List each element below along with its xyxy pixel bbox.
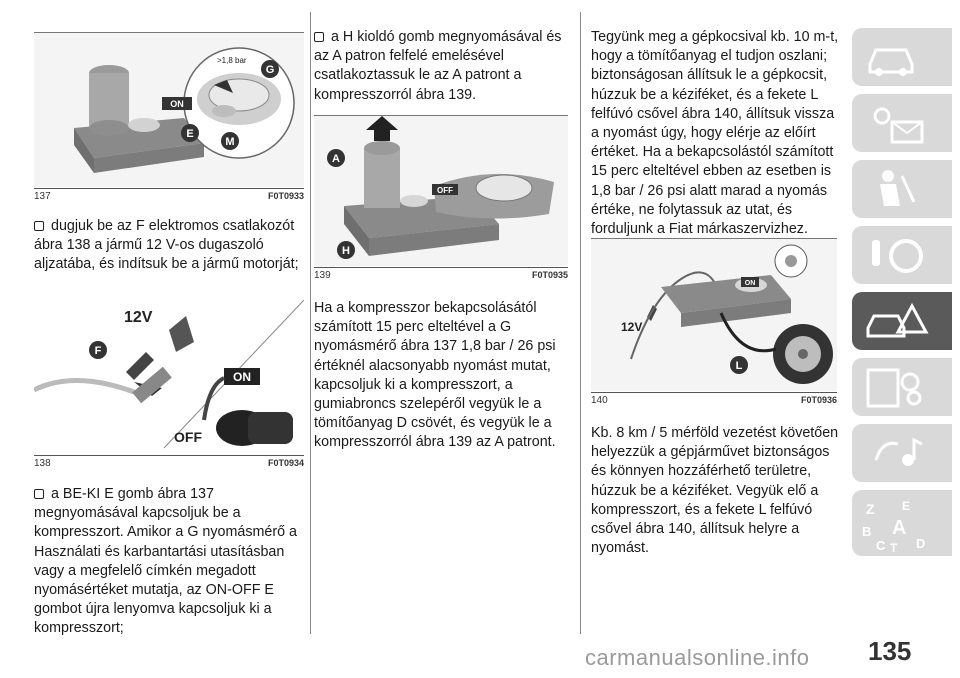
paragraph-1: dugjuk be az F elektromos csatlakozót ábra 138 a jármű 12 V-os dugaszoló aljzatába, és indítsuk be a jármű motorját; (34, 218, 299, 273)
multimedia-icon (862, 430, 932, 476)
figure-137-caption (34, 188, 304, 205)
tab-dashboard[interactable] (852, 28, 952, 86)
label-12v-140: 12V (621, 320, 643, 334)
figure-139-caption (314, 267, 568, 284)
maintenance-icon (862, 364, 932, 410)
label-off-139: OFF (437, 186, 453, 195)
label-e-137: E (186, 128, 194, 140)
tab-safety[interactable] (852, 160, 952, 218)
figure-138 (34, 300, 304, 469)
compressor-illustration (34, 33, 304, 187)
tab-index[interactable] (852, 490, 952, 556)
label-g-137: G (265, 64, 275, 76)
label-pressure-137: >1,8 bar (217, 56, 247, 65)
label-l-140: L (735, 360, 743, 372)
index-letter: A (892, 517, 907, 539)
index-letter: D (916, 536, 926, 551)
figure-number: 140 (591, 395, 608, 406)
paragraph-4: Ha a kompresszor bekapcsolásától számított 15 perc elteltével a G nyomásmérő ábra 137 1,8 bar / 26 psi értéknél alacsonyabb nyomást mutat, kapcsoljuk ki a kompresszort, a gumiabroncs szelepéről vegyük le a tömítőanyag D csövét, és vegyük le a kompresszorról ábra 139 az A patront. (314, 300, 556, 451)
column-divider (580, 12, 581, 634)
tab-maintenance[interactable] (852, 358, 952, 416)
index-letter: Z (866, 501, 875, 517)
inflation-illustration (591, 239, 837, 391)
figure-139 (314, 115, 568, 281)
label-a-139: A (332, 153, 340, 165)
warning-lights-icon (862, 100, 932, 146)
checkbox-bullet-icon (314, 32, 324, 42)
figure-code: F0T0936 (800, 395, 837, 405)
emergency-icon (862, 298, 932, 344)
watermark: carmanualsonline.info (585, 645, 810, 670)
socket-plug-illustration (34, 300, 304, 454)
label-m-137: M (225, 136, 235, 148)
tab-starting-driving[interactable] (852, 226, 952, 284)
paragraph-5: Tegyünk meg a gépkocsival kb. 10 m-t, hogy a tömítőanyag el tudjon oszlani; biztonságosan állítsuk le a gépkocsit, húzzuk be a kéziféket, és a fekete L felfúvó csővel ábra 140, állítsuk vissza a nyomást úgy, hogy elérje az előírt értéket. Ha a bekapcsolástól számított 15 perc elteltével ebben az esetben is 1,8 bar / 26 psi alatt marad a nyomás értéke, ne folytassuk az utat, és forduljunk a Fiat márkaszervizhez. (591, 29, 839, 238)
page-number: 135 (868, 636, 912, 666)
column-divider (310, 12, 311, 634)
checkbox-bullet-icon (34, 489, 44, 499)
figure-code: F0T0933 (267, 191, 304, 201)
figure-140 (591, 238, 837, 406)
steering-start-icon (862, 232, 932, 278)
tab-warning-lights[interactable] (852, 94, 952, 152)
checkbox-bullet-icon (34, 221, 44, 231)
label-on-138: ON (233, 370, 251, 384)
figure-code: F0T0934 (267, 458, 304, 468)
index-icon (862, 496, 942, 556)
figure-138-caption (34, 455, 304, 472)
figure-number: 139 (314, 270, 331, 281)
paragraph-2: a BE-KI E gomb ábra 137 megnyomásával kapcsoljuk be a kompresszort. Amikor a G nyomásmérő a Használati és karbantartási utasításban vagy a megfelelő címkén megadott nyomásértéket mutatja, az ON-OFF E gombot újra lenyomva kapcsoljuk ki a kompresszort; (34, 486, 297, 637)
cartridge-release-illustration (314, 116, 568, 266)
paragraph-6: Kb. 8 km / 5 mérföld vezetést követően helyezzük a gépjárművet biztonságos és könnyen hozzáférhető területre, húzzuk be a kéziféket. Vegyük elő a kompresszort, és a fekete L felfúvó csővel ábra 140, állítsuk helyre a nyomást. (591, 425, 839, 557)
index-letter: C (876, 538, 886, 553)
label-on-137: ON (170, 99, 184, 109)
safety-airbag-icon (862, 166, 922, 212)
paragraph-3: a H kioldó gomb megnyomásával és az A patron felfelé emelésével csatlakoztassuk le az A patront a kompresszorról ábra 139. (314, 29, 562, 103)
label-on-140: ON (744, 280, 756, 287)
car-dashboard-icon (862, 34, 922, 80)
tab-multimedia[interactable] (852, 424, 952, 482)
label-12v-138: 12V (124, 309, 153, 326)
index-letter: T (890, 541, 898, 555)
label-h-139: H (342, 245, 350, 257)
figure-137 (34, 32, 304, 202)
index-letter: B (862, 524, 872, 539)
figure-number: 138 (34, 458, 51, 469)
index-letter: E (902, 499, 911, 513)
label-f-138: F (94, 345, 102, 357)
figure-code: F0T0935 (531, 270, 568, 280)
figure-140-caption (591, 392, 837, 409)
figure-number: 137 (34, 191, 51, 202)
label-off-138: OFF (174, 429, 202, 445)
tab-emergency[interactable] (852, 292, 952, 350)
